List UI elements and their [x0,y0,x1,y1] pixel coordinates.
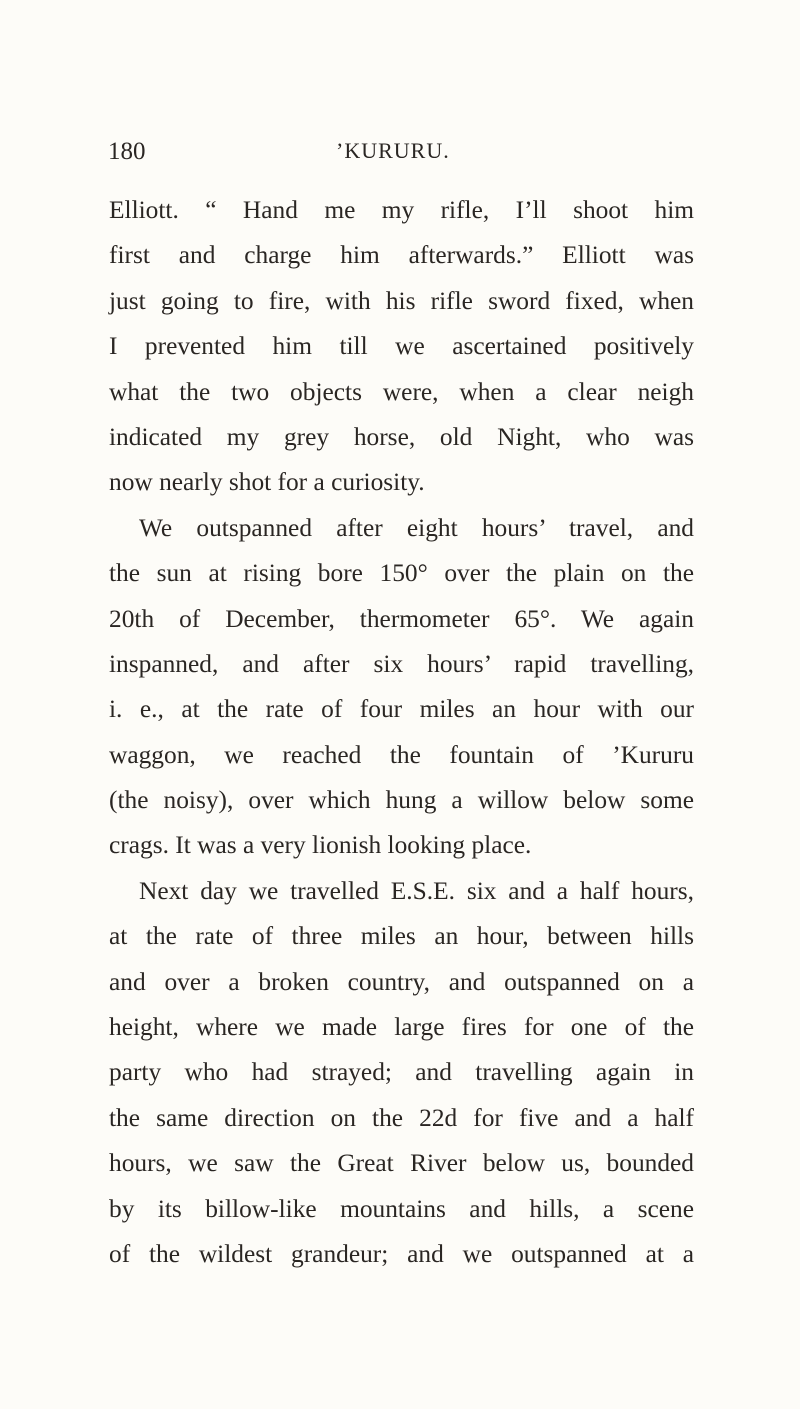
body-text [109,188,694,1277]
running-head [108,138,698,172]
text-line: the sun at rising bore 150° over the plain on the [109,559,694,588]
text-line: by its billow-like mountains and hills, a scene [109,1194,694,1223]
text-line: of the wildest grandeur; and we outspanned at a [109,1239,694,1268]
text-line: I prevented him till we ascertained positively [109,332,694,361]
text-line: just going to fire, with his rifle sword fixed, when [109,286,694,315]
running-title: ’KURURU. [336,138,450,163]
text-line: at the rate of three miles an hour, between hills [109,922,694,951]
text-line: crags. It was a very lionish looking place. [109,831,532,860]
text-line: inspanned, and after six hours’ rapid travelling, [109,649,694,678]
text-line: i. e., at the rate of four miles an hour with our [109,695,694,724]
text-line: height, where we made large fires for one of the [109,1013,694,1042]
page-number: 180 [108,138,146,165]
text-line: first and charge him afterwards.” Elliott was [109,241,694,270]
text-line: hours, we saw the Great River below us, bounded [109,1149,694,1178]
text-line: (the noisy), over which hung a willow below some [109,786,694,815]
text-line: party who had strayed; and travelling again in [109,1058,694,1087]
text-line: We outspanned after eight hours’ travel, and [139,513,694,542]
text-line: indicated my grey horse, old Night, who was [109,422,694,451]
text-line: what the two objects were, when a clear neigh [109,377,694,406]
text-line: now nearly shot for a curiosity. [109,468,425,497]
text-line: the same direction on the 22d for five and a half [109,1103,694,1132]
text-line: and over a broken country, and outspanned on a [109,967,694,996]
text-line: Next day we travelled E.S.E. six and a half hours, [139,876,694,905]
text-line: waggon, we reached the fountain of ’Kururu [109,740,694,769]
text-line: 20th of December, thermometer 65°. We again [109,604,694,633]
text-line: Elliott. “ Hand me my rifle, I’ll shoot him [109,196,694,224]
